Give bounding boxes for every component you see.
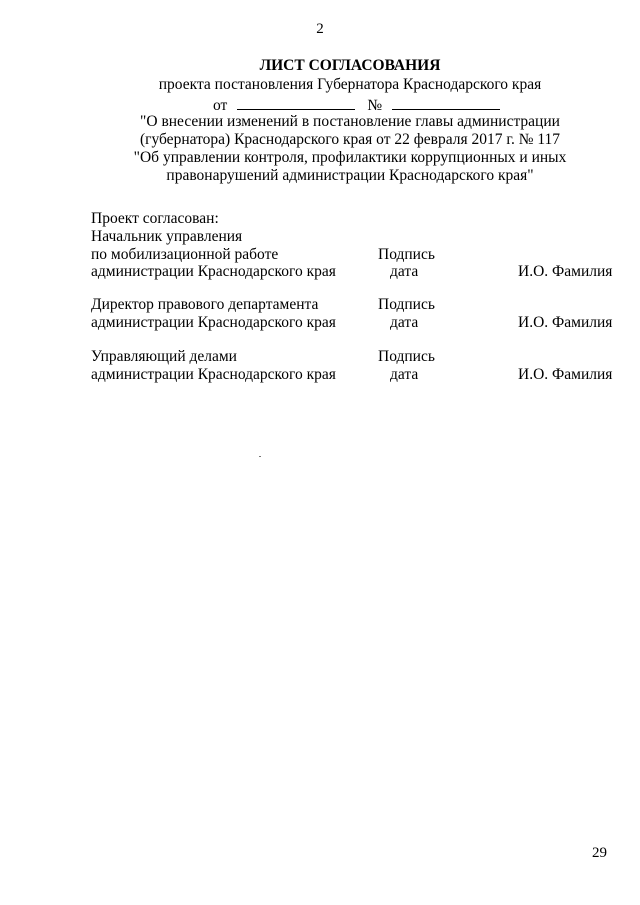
- doc-title-line-1: "О внесении изменений в постановление главы администрации: [140, 113, 560, 130]
- signer-1-position-line-3: администрации Краснодарского края: [91, 263, 336, 280]
- signer-1-position-line-1: Начальник управления: [91, 228, 243, 245]
- signer-2-signature-label: Подпись: [378, 296, 435, 313]
- from-label: от: [213, 97, 228, 114]
- signer-2-date-label: дата: [390, 314, 419, 331]
- signer-3-position-line-2: администрации Краснодарского края: [91, 366, 336, 383]
- number-label: №: [367, 97, 383, 114]
- signer-2-name: И.О. Фамилия: [518, 314, 613, 331]
- signer-3-date-label: дата: [390, 366, 419, 383]
- signer-2-position-line-2: администрации Краснодарского края: [91, 314, 336, 331]
- signer-3-position-line-1: Управляющий делами: [91, 348, 237, 365]
- signer-1-position-line-2: по мобилизационной работе: [91, 246, 279, 263]
- signer-3-signature-label: Подпись: [378, 348, 435, 365]
- date-blank-field: [237, 96, 355, 110]
- document-subtitle: проекта постановления Губернатора Краснодарского края: [158, 76, 542, 93]
- approval-intro: Проект согласован:: [91, 210, 219, 227]
- doc-title-line-4: правонарушений администрации Краснодарского края": [166, 167, 534, 184]
- stray-mark: [259, 456, 261, 457]
- number-blank-field: [392, 96, 500, 110]
- signer-2-position-line-1: Директор правового департамента: [91, 296, 319, 313]
- page-number-bottom: 29: [592, 845, 607, 861]
- signer-1-signature-label: Подпись: [378, 246, 435, 263]
- document-title: ЛИСТ СОГЛАСОВАНИЯ: [259, 57, 441, 74]
- signer-1-name: И.О. Фамилия: [518, 263, 613, 280]
- signer-1-date-label: дата: [390, 263, 419, 280]
- page-number-top: 2: [316, 21, 324, 37]
- signer-3-name: И.О. Фамилия: [518, 366, 613, 383]
- doc-title-line-3: "Об управлении контроля, профилактики коррупционных и иных: [133, 149, 567, 166]
- date-number-line: [213, 96, 500, 114]
- doc-title-line-2: (губернатора) Краснодарского края от 22 февраля 2017 г. № 117: [139, 131, 561, 148]
